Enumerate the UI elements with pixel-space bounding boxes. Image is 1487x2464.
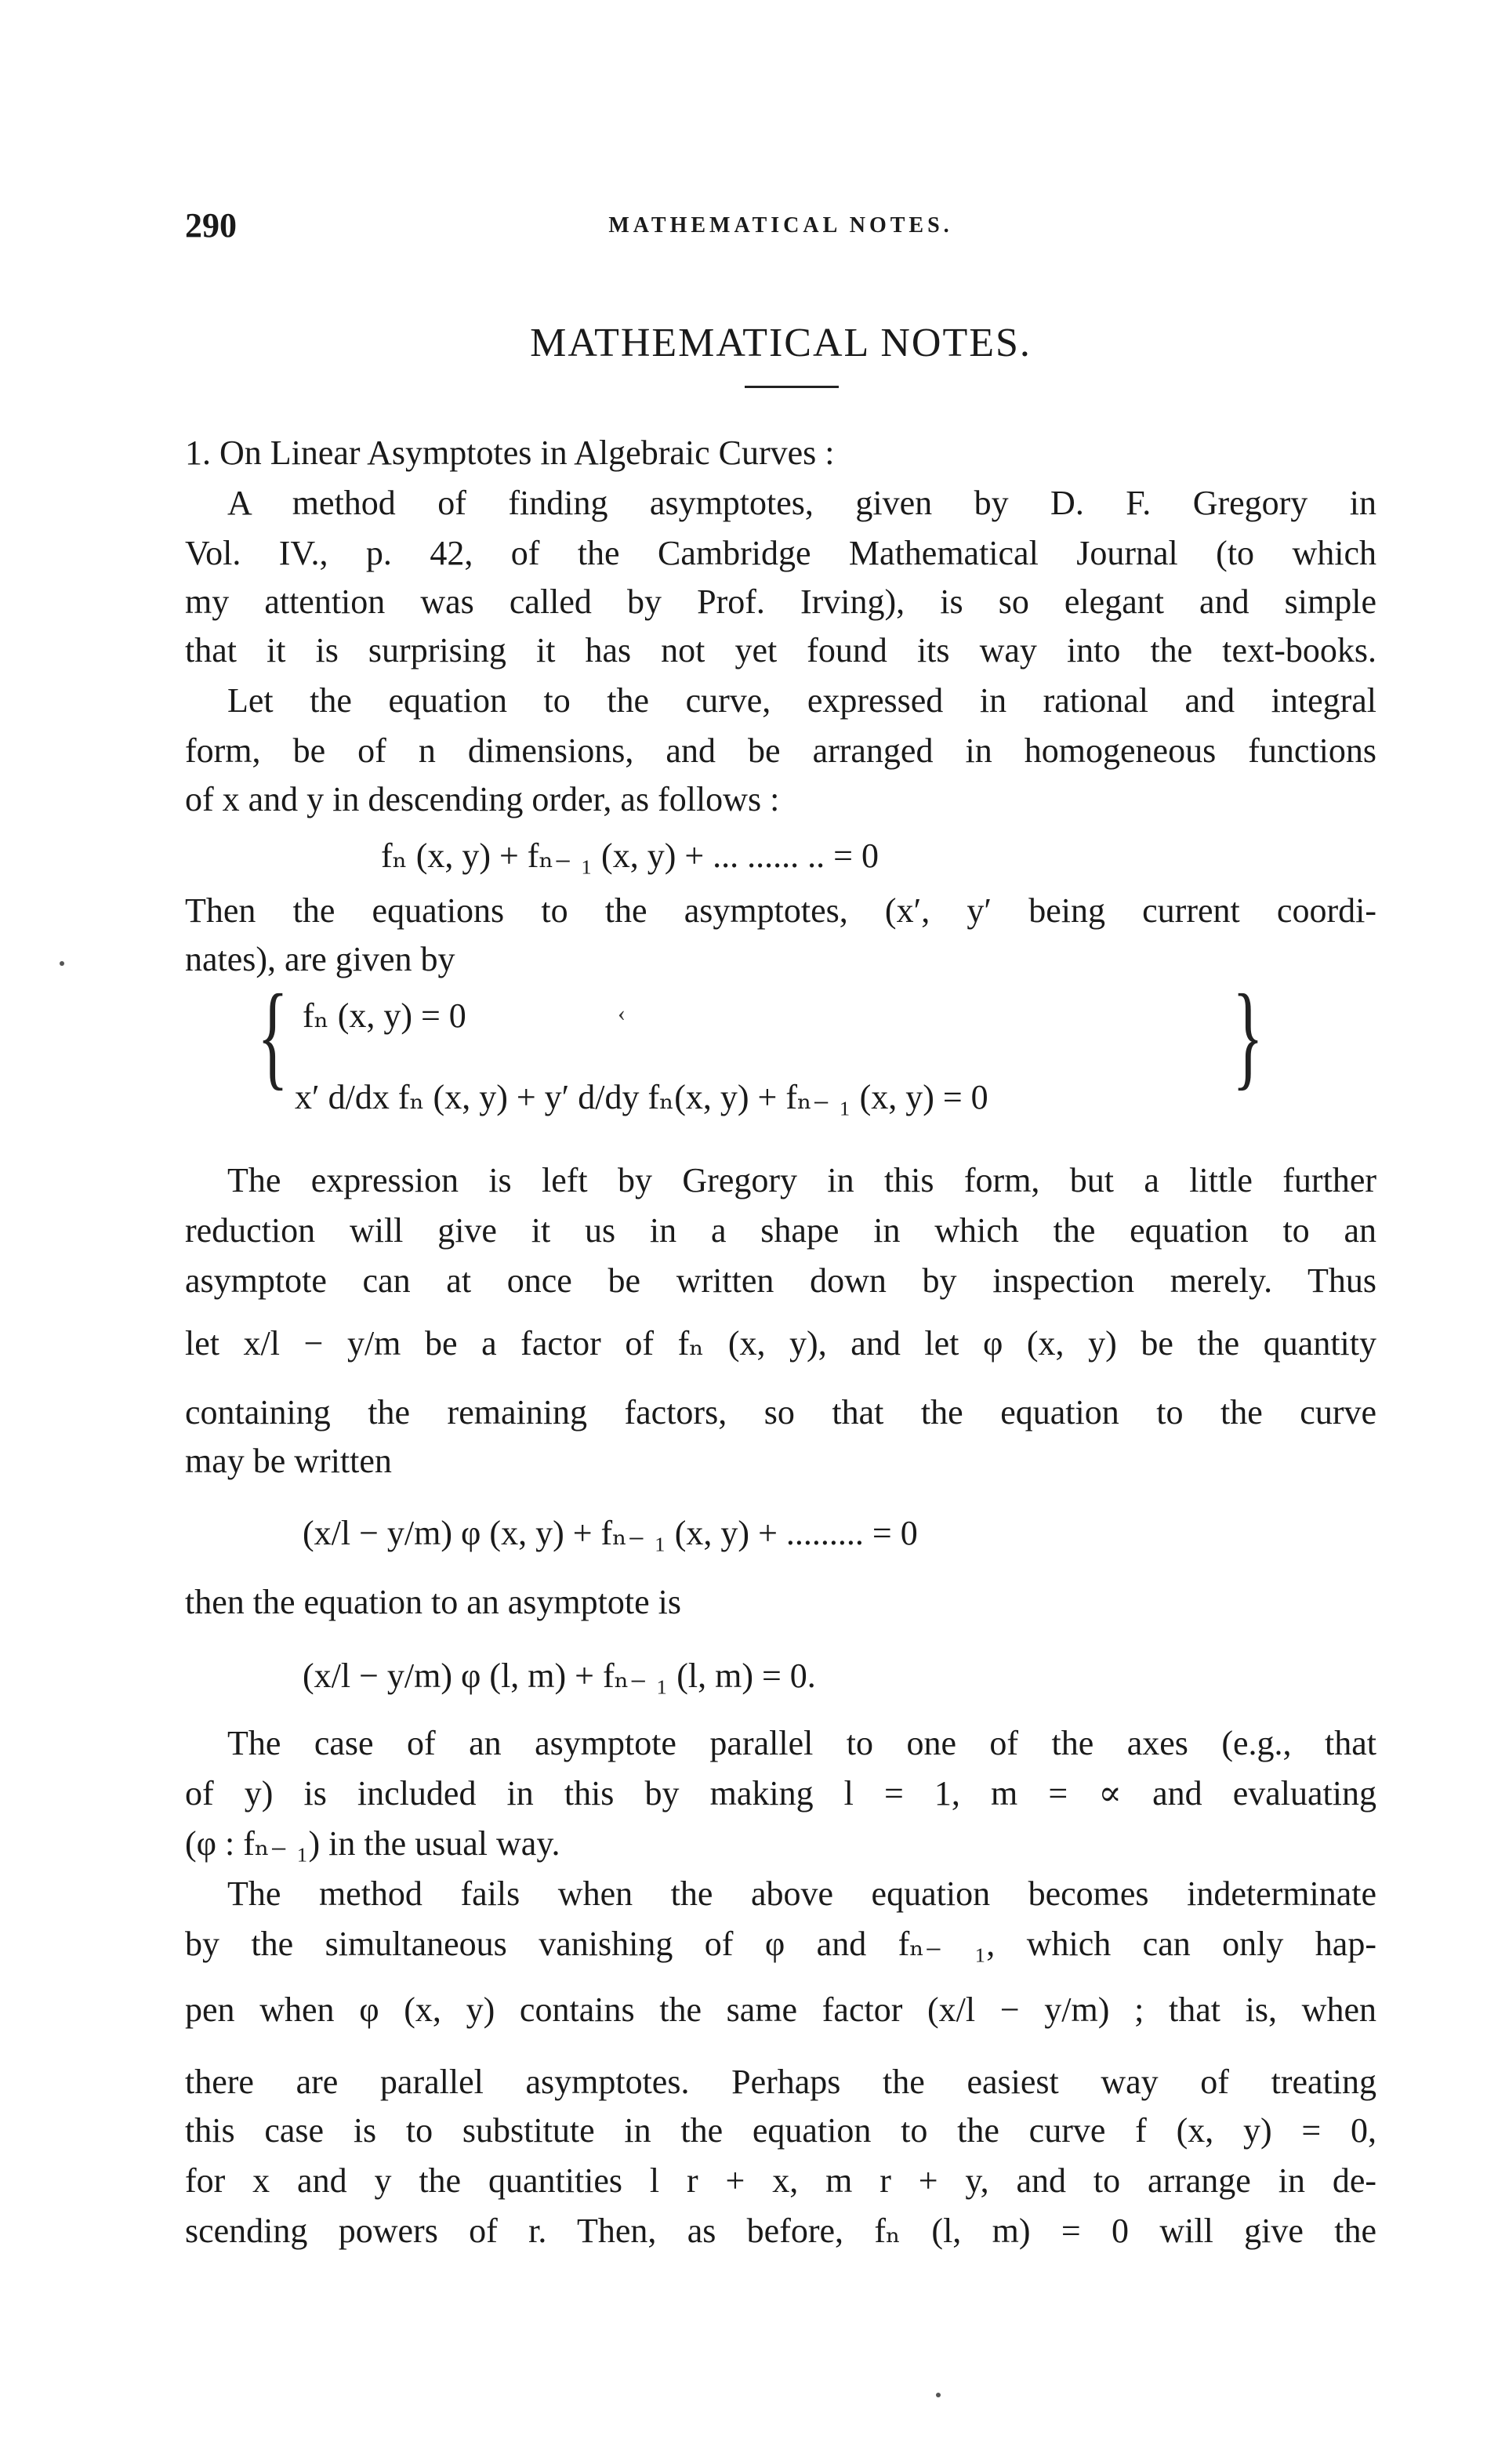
- text-line: scending powers of r. Then, as before, fₙ (l, m) = 0 will give the: [185, 2212, 1376, 2250]
- text-line: The expression is left by Gregory in this form, but a little further: [227, 1161, 1376, 1199]
- text-line: for x and y the quantities l r + x, m r + y, and to arrange in de-: [185, 2161, 1376, 2200]
- text-line: Then the equations to the asymptotes, (x′, y′ being current coordi-: [185, 891, 1376, 930]
- equation-curve-factored: (x/l − y/m) φ (x, y) + fₙ₋ ₁ (x, y) + ......... = 0: [303, 1514, 918, 1552]
- text-line: let x/l − y/m be a factor of fₙ (x, y), and let φ (x, y) be the quantity: [185, 1324, 1376, 1363]
- text-line: A method of finding asymptotes, given by D. F. Gregory in: [227, 484, 1376, 522]
- text-line: there are parallel asymptotes. Perhaps the easiest way of treating: [185, 2063, 1376, 2101]
- text-line: The case of an asymptote parallel to one of the axes (e.g., that: [227, 1724, 1376, 1762]
- book-page: 290 MATHEMATICAL NOTES. MATHEMATICAL NOTES. 1. On Linear Asymptotes in Algebraic Curves : A method of finding asymptotes, given by D. F. Gregory in Vol. IV., p. 42, of the Cambridge Mathematical Journal (to which my attention was called by Prof. Irving), is so elegant and simple that it is surprising it has not yet found its way into the text-books. Let the equation to the curve, expressed in rational and integral form, be of n dimensions, and be arranged in homogeneous functions of x and y in descending order, as follows : fₙ (x, y) + fₙ₋ ₁ (x, y) + ... ...... .. = 0 Then the equations to the asymptotes, (x′, y′ being current coordi- nates), are given by { fₙ (x, y) = 0 ‹ x′ d/dx fₙ (x, y) + y′ d/dy fₙ(x, y) + fₙ₋ ₁ (x, y) = 0 } The expression is left by Gregory in this form, but a little further reduction will give it us in a shape in which the equation to an asymptote can at once be written down by inspection merely. Thus let x/l − y/m be a factor of fₙ (x, y), and let φ (x, y) be the quantity containing the remaining factors, so that the equation to the curve may be written (x/l − y/m) φ (x, y) + fₙ₋ ₁ (x, y) + ......... = 0 then the equation to an asymptote is (x/l − y/m) φ (l, m) + fₙ₋ ₁ (l, m) = 0. The case of an asymptote parallel to one of the axes (e.g., that of y) is included in this by making l = 1, m = ∝ and evaluating (φ : fₙ₋ ₁) in the usual way. The method fails when the above equation becomes indeterminate by the simultaneous vanishing of φ and fₙ₋ ₁, which can only hap- pen when φ (x, y) contains the same factor (x/l − y/m) ; that is, when there are parallel asymptotes. Perhaps the easiest way of treating this case is to substitute in the equation to the curve f (x, y) = 0, for x and y the quantities l r + x, m r + y, and to arrange in de- scending powers of r. Then, as before, fₙ (l, m) = 0 will give the: [0, 0, 1487, 2464]
- equation-curve: fₙ (x, y) + fₙ₋ ₁ (x, y) + ... ...... .. = 0: [381, 836, 879, 875]
- text-line: The method fails when the above equation becomes indeterminate: [227, 1874, 1376, 1913]
- text-line: asymptote can at once be written down by inspection merely. Thus: [185, 1261, 1376, 1300]
- text-line: Let the equation to the curve, expressed in rational and integral: [227, 681, 1376, 720]
- text-line: then the equation to an asymptote is: [185, 1583, 681, 1621]
- text-line: of y) is included in this by making l = 1, m = ∝ and evaluating: [185, 1774, 1376, 1813]
- left-brace: {: [257, 971, 288, 1101]
- running-head: [185, 205, 1376, 252]
- footer-speck: [936, 2393, 941, 2397]
- equation-asymptote-1: fₙ (x, y) = 0: [303, 996, 466, 1035]
- section-title: MATHEMATICAL NOTES.: [530, 321, 1032, 365]
- text-line: of x and y in descending order, as follows :: [185, 780, 780, 818]
- page-number: 290: [185, 206, 237, 245]
- text-line: nates), are given by: [185, 940, 455, 978]
- text-line: (φ : fₙ₋ ₁) in the usual way.: [185, 1824, 560, 1863]
- text-line: this case is to substitute in the equation to the curve f (x, y) = 0,: [185, 2111, 1376, 2150]
- text-line: pen when φ (x, y) contains the same factor (x/l − y/m) ; that is, when: [185, 1990, 1376, 2029]
- note-heading: 1. On Linear Asymptotes in Algebraic Curves :: [185, 434, 835, 472]
- text-line: form, be of n dimensions, and be arranged in homogeneous functions: [185, 731, 1376, 770]
- equation-asymptote-2: x′ d/dx fₙ (x, y) + y′ d/dy fₙ(x, y) + fₙ₋ ₁ (x, y) = 0: [295, 1078, 988, 1116]
- text-line: may be written: [185, 1442, 392, 1480]
- title-rule: [745, 386, 839, 388]
- text-line: my attention was called by Prof. Irving), is so elegant and simple: [185, 582, 1376, 621]
- text-line: Vol. IV., p. 42, of the Cambridge Mathematical Journal (to which: [185, 534, 1376, 572]
- text-line: by the simultaneous vanishing of φ and fₙ₋ ₁, which can only hap-: [185, 1925, 1376, 1963]
- text-line: that it is surprising it has not yet found its way into the text-books.: [185, 631, 1376, 670]
- equation-asymptote: (x/l − y/m) φ (l, m) + fₙ₋ ₁ (l, m) = 0.: [303, 1657, 816, 1695]
- running-title: MATHEMATICAL NOTES.: [608, 213, 953, 238]
- margin-speck: [60, 961, 64, 966]
- right-brace: }: [1232, 971, 1264, 1101]
- text-line: containing the remaining factors, so that the equation to the curve: [185, 1393, 1376, 1432]
- text-line: reduction will give it us in a shape in which the equation to an: [185, 1211, 1376, 1250]
